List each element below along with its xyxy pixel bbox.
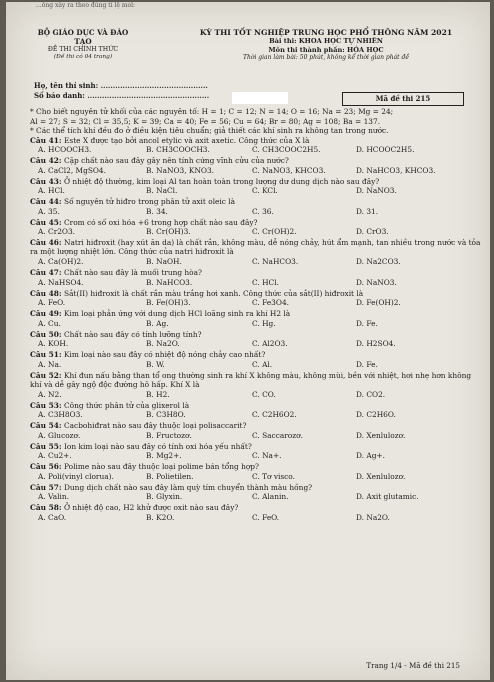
answer-options [30,145,482,156]
answer-option-b: B. K2O. [146,512,175,522]
answer-option-d: D. CO2. [356,389,386,399]
question-text: Kim loại phản ứng với dung dịch HCl loãng sinh ra khí H2 là [64,309,291,318]
question-stem [30,371,482,390]
answer-option-b: B. H2. [146,389,170,399]
answer-option-d: D. HCOOC2H5. [356,145,415,154]
exam-code-box: Mã đề thi 215 [342,92,464,106]
answer-options [30,186,482,197]
question-label: Câu 44: [30,197,62,206]
answer-option-b: B. Fructozơ. [146,430,192,440]
answer-options [30,390,482,401]
question-stem [30,330,482,340]
question-text: Chất nào sau đây có tính lưỡng tính? [64,329,202,339]
question-label: Câu 53: [30,400,62,410]
answer-options [30,451,482,462]
question-stem [30,197,482,207]
question-text: Natri hiđroxit (hay xút ăn da) là chất rắn, không màu, dễ nóng chảy, hút ẩm mạnh, tan nhiều trong nước và tỏa ra một lượng nhiệt lớn. Công thức của natri hiđroxit là [30,238,481,257]
answer-option-c: C. KCl. [252,186,278,195]
top-note: ...ông xây ra theo đúng tỉ lệ mol: [36,2,136,9]
answer-option-b: B. NaCl. [146,186,178,195]
note-line: * Cho biết nguyên tử khối của các nguyên tố: H = 1; C = 12; N = 14; O = 16; Na = 23; Mg = 24; [30,107,394,116]
answer-option-b: B. Cr(OH)3. [146,227,191,236]
answer-option-c: C. NaNO3, KHCO3. [252,165,326,175]
answer-option-b: B. Polietilen. [146,471,194,481]
answer-option-a: A. Cr2O3. [38,227,76,236]
header-left [28,28,138,61]
answer-option-a: A. NaHSO4. [38,277,84,287]
answer-option-d: D. Xenlulozơ. [356,471,406,481]
answer-option-d: D. NaNO3. [356,186,397,195]
question-stem [30,503,482,513]
answer-option-c: C. Alanin. [252,492,289,501]
answer-option-d: D. Na2CO3. [356,257,401,266]
answer-option-d: D. Axit glutamic. [356,492,419,501]
answer-option-d: D. Fe. [356,359,378,369]
answer-option-b: B. 34. [146,206,168,216]
answer-option-b: B. NaNO3, KNO3. [146,165,215,175]
exam-title: KỲ THI TỐT NGHIỆP TRUNG HỌC PHỔ THÔNG NĂM 2021 [199,28,453,37]
question-stem [30,238,482,257]
question-label: Câu 43: [30,176,62,186]
answer-option-c: C. Al2O3. [252,339,288,348]
redaction-box [232,92,288,104]
answer-option-d: D. 31. [356,206,379,216]
question-label: Câu 58: [30,503,62,512]
answer-option-b: B. CH3COOCH3. [146,145,210,154]
answer-option-c: C. Cr(OH)2. [252,227,297,236]
question-text: Crom có số oxi hóa +6 trong hợp chất nào sau đây? [64,217,258,227]
question-text: Công thức phân tử của glixerol là [64,400,190,410]
answer-option-a: A. Cu2+. [38,451,72,460]
answer-options [30,207,482,218]
answer-option-d: D. Ag+. [356,451,385,460]
question-label: Câu 55: [30,441,62,451]
answer-option-d: D. NaHCO3, KHCO3. [356,165,436,175]
question-stem [30,462,482,472]
answer-option-c: C. Saccarozơ. [252,430,303,440]
answer-option-a: A. FeO. [38,298,66,307]
student-id-label: Số báo danh: .................................................. [34,91,210,100]
answer-options [30,410,482,421]
student-info [34,82,209,102]
answer-option-b: B. Na2O. [146,339,180,348]
student-name-label: Họ, tên thí sinh: ............................................ [34,81,208,90]
answer-options [30,166,482,177]
question-text: Polime nào sau đây thuộc loại polime bán tổng hợp? [64,462,259,471]
component-title: Môn thi thành phần: HÓA HỌC [268,45,384,54]
answer-option-b: B. Mg2+. [146,451,182,460]
question-list [30,136,482,524]
note-line: Al = 27; S = 32; Cl = 35,5; K = 39; Ca = 40; Fe = 56; Cu = 64; Br = 80; Ag = 108; Ba = 137. [30,116,381,126]
question-text: Ở nhiệt độ thường, kim loại Al tan hoàn toàn trong lượng dư dung dịch nào sau đây? [64,176,380,186]
answer-option-b: B. C3H8O. [146,410,186,419]
answer-option-c: C. HCl. [252,277,279,287]
question-label: Câu 41: [30,135,62,145]
subject-title: Bài thi: KHOA HỌC TỰ NHIÊN [269,37,383,46]
official-label: ĐỀ THI CHÍNH THỨC [47,46,119,53]
question-stem [30,401,482,411]
question-stem [30,218,482,228]
answer-option-c: C. FeO. [252,512,280,522]
answer-option-a: A. Glucozơ. [38,430,81,440]
note-line: * Các thể tích khí đều đo ở điều kiện tiêu chuẩn; giả thiết các khí sinh ra không tan trong nước. [30,126,389,135]
question-text: Kim loại nào sau đây có nhiệt độ nóng chảy cao nhất? [64,350,266,359]
answer-option-c: C. Al. [252,359,273,369]
question-label: Câu 56: [30,462,62,471]
answer-option-a: A. Valin. [38,492,69,501]
question-text: Cacbohiđrat nào sau đây thuộc loại polisaccarit? [64,421,247,430]
answer-options [30,513,482,524]
answer-option-c: C. 36. [252,206,274,216]
question-stem [30,442,482,452]
answer-option-a: A. KOH. [38,339,69,348]
question-label: Câu 46: [30,238,62,247]
question-label: Câu 45: [30,217,62,227]
answer-option-d: D. NaNO3. [356,277,397,287]
question-label: Câu 47: [30,268,62,277]
answer-options [30,298,482,309]
answer-options [30,472,482,483]
answer-option-c: C. NaHCO3. [252,257,299,266]
question-stem [30,136,482,146]
answer-option-c: C. Tơ visco. [252,471,295,481]
answer-option-a: A. 35. [38,206,60,216]
answer-option-c: C. CO. [252,389,276,399]
answer-option-b: B. Ag. [146,318,169,328]
answer-option-b: B. W. [146,359,165,369]
answer-option-d: D. Xenlulozơ. [356,430,406,440]
question-text: Sắt(II) hiđroxit là chất rắn màu trắng hơi xanh. Công thức của sắt(II) hiđroxit là [64,288,364,298]
question-text: Ion kim loại nào sau đây có tính oxi hóa yếu nhất? [64,441,252,451]
page-footer: Trang 1/4 - Mã đề thi 215 [366,661,460,670]
answer-option-c: C. CH3COOC2H5. [252,145,321,154]
question-label: Câu 42: [30,156,62,165]
answer-options [30,492,482,503]
answer-option-a: A. CaO. [38,512,67,522]
answer-option-d: D. Na2O. [356,512,390,522]
question-text: Este X được tạo bởi ancol etylic và axit axetic. Công thức của X là [64,135,310,145]
answer-option-b: B. NaHCO3. [146,277,193,287]
answer-option-a: A. Ca(OH)2. [38,257,84,266]
answer-option-d: D. H2SO4. [356,339,396,348]
exam-content [30,107,482,524]
question-stem [30,483,482,493]
question-stem [30,309,482,319]
question-stem [30,177,482,187]
answer-option-a: A. HCl. [38,186,65,195]
question-text: Cặp chất nào sau đây gây nên tính cứng vĩnh cửu của nước? [64,156,289,165]
answer-option-d: D. Fe. [356,318,378,328]
question-label: Câu 48: [30,288,62,298]
answer-options [30,257,482,268]
page-count: (Đề thi có 04 trang) [53,53,113,60]
question-stem [30,421,482,431]
question-text: Khí đun nấu bằng than tổ ong thường sinh ra khí X không màu, không mùi, bền với nhiệt, hơi nhẹ hơn không khí và dễ gây ngộ độc đường hô hấp. Khí X là [30,370,472,389]
question-stem [30,289,482,299]
question-label: Câu 57: [30,482,62,492]
answer-option-b: B. NaOH. [146,257,182,266]
answer-option-d: D. CrO3. [356,227,389,236]
answer-option-b: B. Glyxin. [146,492,183,501]
header-right [176,28,476,61]
answer-options [30,360,482,371]
answer-options [30,339,482,350]
answer-options [30,319,482,330]
answer-option-d: D. C2H6O. [356,410,396,419]
question-label: Câu 50: [30,329,62,339]
question-label: Câu 51: [30,350,62,359]
answer-option-a: A. Cu. [38,318,61,328]
question-label: Câu 49: [30,309,62,318]
answer-option-c: C. Na+. [252,451,282,460]
question-stem [30,268,482,278]
question-stem [30,156,482,166]
question-stem [30,350,482,360]
answer-option-d: D. Fe(OH)2. [356,298,401,307]
answer-option-a: A. Poli(vinyl clorua). [38,471,114,481]
answer-option-c: C. Fe3O4. [252,298,289,307]
answer-option-a: A. CaCl2, MgSO4. [38,165,106,175]
question-label: Câu 54: [30,421,62,430]
answer-option-a: A. N2. [38,389,62,399]
answer-option-b: B. Fe(OH)3. [146,298,191,307]
answer-option-a: A. Na. [38,359,62,369]
exam-page [6,2,490,680]
answer-option-a: A. C3H8O3. [38,410,83,419]
answer-options [30,278,482,289]
answer-option-c: C. C2H6O2. [252,410,297,419]
answer-options [30,227,482,238]
question-text: Chất nào sau đây là muối trung hòa? [64,268,203,277]
question-text: Ở nhiệt độ cao, H2 khử được oxit nào sau đây? [64,503,239,512]
question-label: Câu 52: [30,370,62,380]
answer-option-c: C. Hg. [252,318,276,328]
question-text: Dung dịch chất nào sau đây làm quỳ tím chuyển thành màu hồng? [64,482,313,492]
time-note: Thời gian làm bài: 50 phút, không kể thời gian phát đề [242,53,410,61]
ministry-name: BỘ GIÁO DỤC VÀ ĐÀO TẠO [37,28,129,46]
question-text: Số nguyên tử hiđro trong phân tử axit oleic là [64,197,236,206]
answer-option-a: A. HCOOCH3. [38,145,92,154]
answer-options [30,431,482,442]
